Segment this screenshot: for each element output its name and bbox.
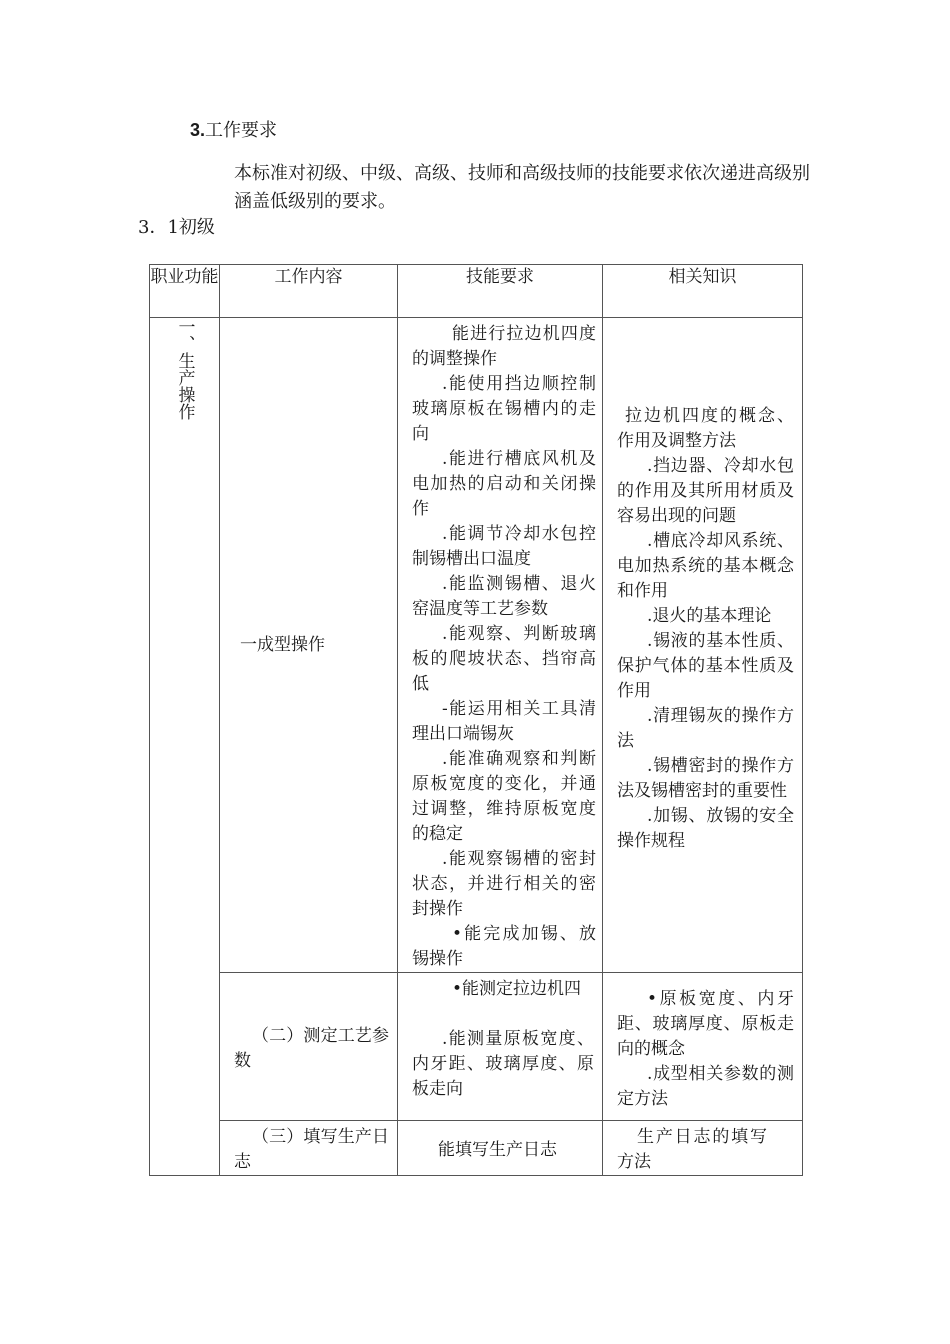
intro-paragraph: 本标准对初级、中级、高级、技师和高级技师的技能要求依次递进高级别涵盖低级别的要求。 xyxy=(234,163,810,212)
requirements-table xyxy=(149,264,803,1176)
table-header-row xyxy=(150,265,803,318)
knowledge-item: .锡槽密封的操作方法及锡槽密封的重要性 xyxy=(617,756,794,801)
table-row xyxy=(150,973,803,1121)
skill-item: .能观察锡槽的密封状态，并进行相关的密封操作 xyxy=(412,849,596,919)
skills-cell xyxy=(398,318,603,973)
content-text: （三）填写生产日志 xyxy=(234,1127,389,1172)
knowledge-cell xyxy=(603,973,803,1121)
table-row xyxy=(150,1121,803,1176)
skill-item: .能测量原板宽度、内牙距、玻璃厚度、原板走向 xyxy=(412,1029,594,1099)
skills-cell xyxy=(398,1121,603,1176)
section-heading xyxy=(190,116,277,142)
table-row xyxy=(150,318,803,973)
header-content: 工作内容 xyxy=(220,265,398,318)
skill-item: .能监测锡槽、退火窑温度等工艺参数 xyxy=(412,574,596,619)
knowledge-item: .锡液的基本性质、保护气体的基本性质及作用 xyxy=(617,631,794,701)
knowledge-cell xyxy=(603,318,803,973)
subsection-heading: 3．1初级 xyxy=(138,217,215,238)
knowledge-cell xyxy=(603,1121,803,1176)
knowledge-item: .成型相关参数的测定方法 xyxy=(617,1064,794,1109)
content-text: （二）测定工艺参数 xyxy=(234,1025,389,1071)
knowledge-item: .加锡、放锡的安全操作规程 xyxy=(617,806,794,851)
skill-item: 能填写生产日志 xyxy=(438,1139,557,1160)
skill-item: •能测定拉边机四 xyxy=(452,979,582,999)
skills-cell xyxy=(398,973,603,1121)
skill-item: .能使用挡边顺控制玻璃原板在锡槽内的走向 xyxy=(412,374,596,444)
content-cell xyxy=(220,973,398,1121)
skill-item: .能观察、判断玻璃板的爬坡状态、挡帘高低 xyxy=(412,624,596,694)
skill-item: .能调节冷却水包控制锡槽出口温度 xyxy=(412,524,596,569)
section-title: 工作要求 xyxy=(205,120,278,141)
header-knowledge: 相关知识 xyxy=(603,265,803,318)
knowledge-item: 生产日志的填写方法 xyxy=(617,1127,767,1172)
header-function: 职业功能 xyxy=(150,265,220,318)
knowledge-item: 拉边机四度的概念、作用及调整方法 xyxy=(617,406,794,451)
knowledge-item: .挡边器、冷却水包的作用及其所用材质及容易出现的问题 xyxy=(617,456,794,526)
section-number: 3. xyxy=(190,120,206,140)
skill-item: .能进行槽底风机及电加热的启动和关闭操作 xyxy=(412,449,596,519)
knowledge-item: •原板宽度、内牙距、玻璃厚度、原板走向的概念 xyxy=(617,989,794,1059)
knowledge-item: .清理锡灰的操作方法 xyxy=(617,706,794,751)
skill-item: -能运用相关工具清理出口端锡灰 xyxy=(412,699,596,744)
skill-item: 能进行拉边机四度的调整操作 xyxy=(412,324,596,369)
skill-item: •能完成加锡、放锡操作 xyxy=(412,924,596,969)
skill-item: .能准确观察和判断原板宽度的变化，并通过调整，维持原板宽度的稳定 xyxy=(412,749,596,844)
function-cell xyxy=(150,318,220,1176)
content-cell xyxy=(220,1121,398,1176)
knowledge-item: .退火的基本理论 xyxy=(647,606,772,626)
content-cell: 一成型操作 xyxy=(220,318,398,973)
function-label: 一、生产操作 xyxy=(174,318,195,420)
header-skills: 技能要求 xyxy=(398,265,603,318)
knowledge-item: .槽底冷却风系统、电加热系统的基本概念和作用 xyxy=(617,531,794,601)
